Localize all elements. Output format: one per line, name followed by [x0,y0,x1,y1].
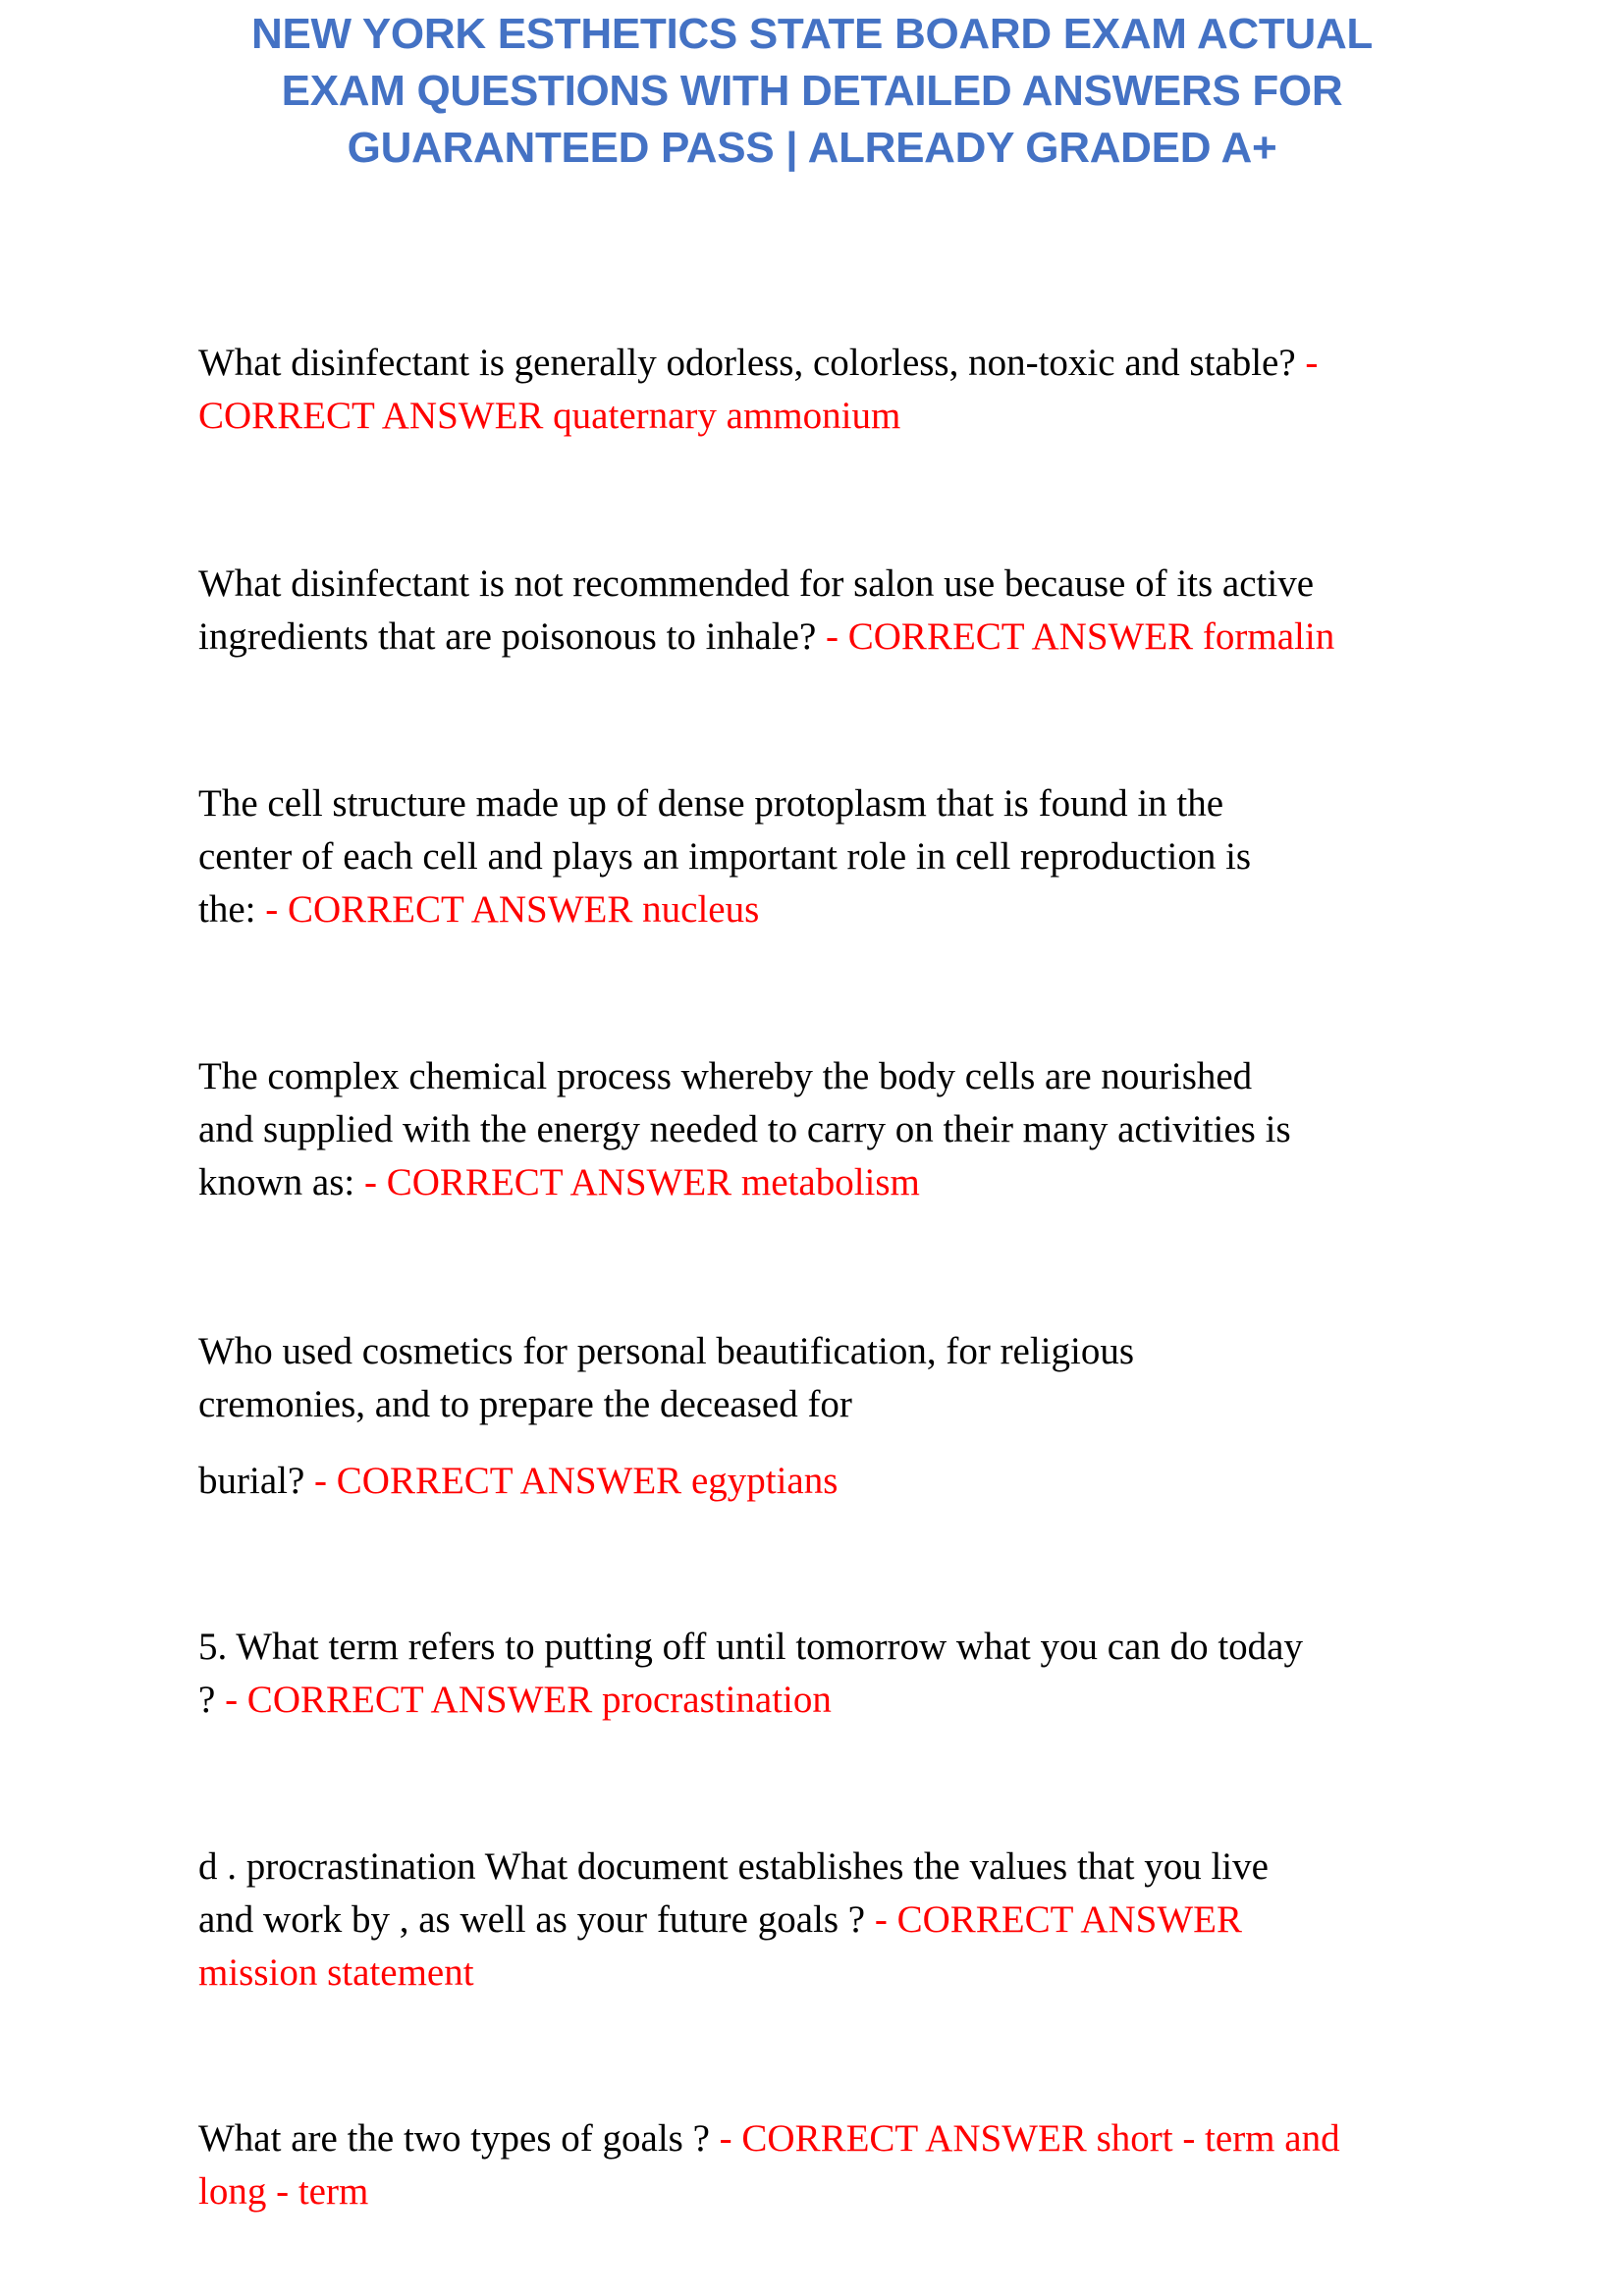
question-text: burial? [198,1460,305,1502]
question-text: center of each cell and plays an important role in cell reproduction is [198,835,1252,878]
qa-item-8 [198,2112,1534,2218]
question-text: and supplied with the energy needed to carry on their many activities is [198,1108,1291,1150]
question-text: ? [198,1679,216,1721]
question-text: What disinfectant is not recommended for salon use because of its active [198,562,1315,605]
answer-text: - CORRECT ANSWER formalin [816,615,1335,658]
answer-text: long - term [198,2170,369,2213]
title-line-3: GUARANTEED PASS | ALREADY GRADED A+ [347,124,1277,172]
question-text: the: [198,888,256,931]
answer-text: - CORRECT ANSWER metabolism [354,1161,920,1203]
question-text: cremonies, and to prepare the deceased for [198,1383,852,1425]
answer-text: - CORRECT ANSWER nucleus [255,888,760,931]
answer-text: - CORRECT ANSWER egyptians [304,1460,839,1502]
question-text: Who used cosmetics for personal beautification, for religious [198,1330,1135,1372]
answer-text: - CORRECT ANSWER short - term and [709,2117,1340,2160]
qa-item-6 [198,1621,1534,1727]
question-text: ingredients that are poisonous to inhale? [198,615,817,658]
qa-item-5 [198,1325,1534,1508]
answer-text: CORRECT ANSWER quaternary ammonium [198,395,901,437]
question-text: What disinfectant is generally odorless, colorless, non-toxic and stable? [198,342,1296,384]
question-text: known as: [198,1161,355,1203]
qa-item-3 [198,777,1534,936]
qa-item-2 [198,558,1534,664]
qa-item-7 [198,1841,1534,2000]
answer-text: mission statement [198,1951,474,1994]
question-text: 5. What term refers to putting off until tomorrow what you can do today [198,1626,1303,1668]
qa-item-1 [198,337,1534,443]
title-line-2: EXAM QUESTIONS WITH DETAILED ANSWERS FOR [281,67,1343,115]
answer-text: - CORRECT ANSWER procrastination [215,1679,832,1721]
question-text: What are the two types of goals ? [198,2117,710,2160]
question-text: d . procrastination What document establishes the values that you live [198,1845,1269,1888]
answer-text: - [1295,342,1319,384]
document-title [0,6,1624,177]
answer-text: - CORRECT ANSWER [865,1898,1242,1941]
qa-item-4 [198,1050,1534,1209]
question-text: The complex chemical process whereby the body cells are nourished [198,1055,1253,1097]
line-gap [198,1431,1534,1455]
question-text: The cell structure made up of dense protoplasm that is found in the [198,782,1224,825]
question-text: and work by , as well as your future goals ? [198,1898,866,1941]
title-line-1: NEW YORK ESTHETICS STATE BOARD EXAM ACTUAL [250,10,1373,58]
